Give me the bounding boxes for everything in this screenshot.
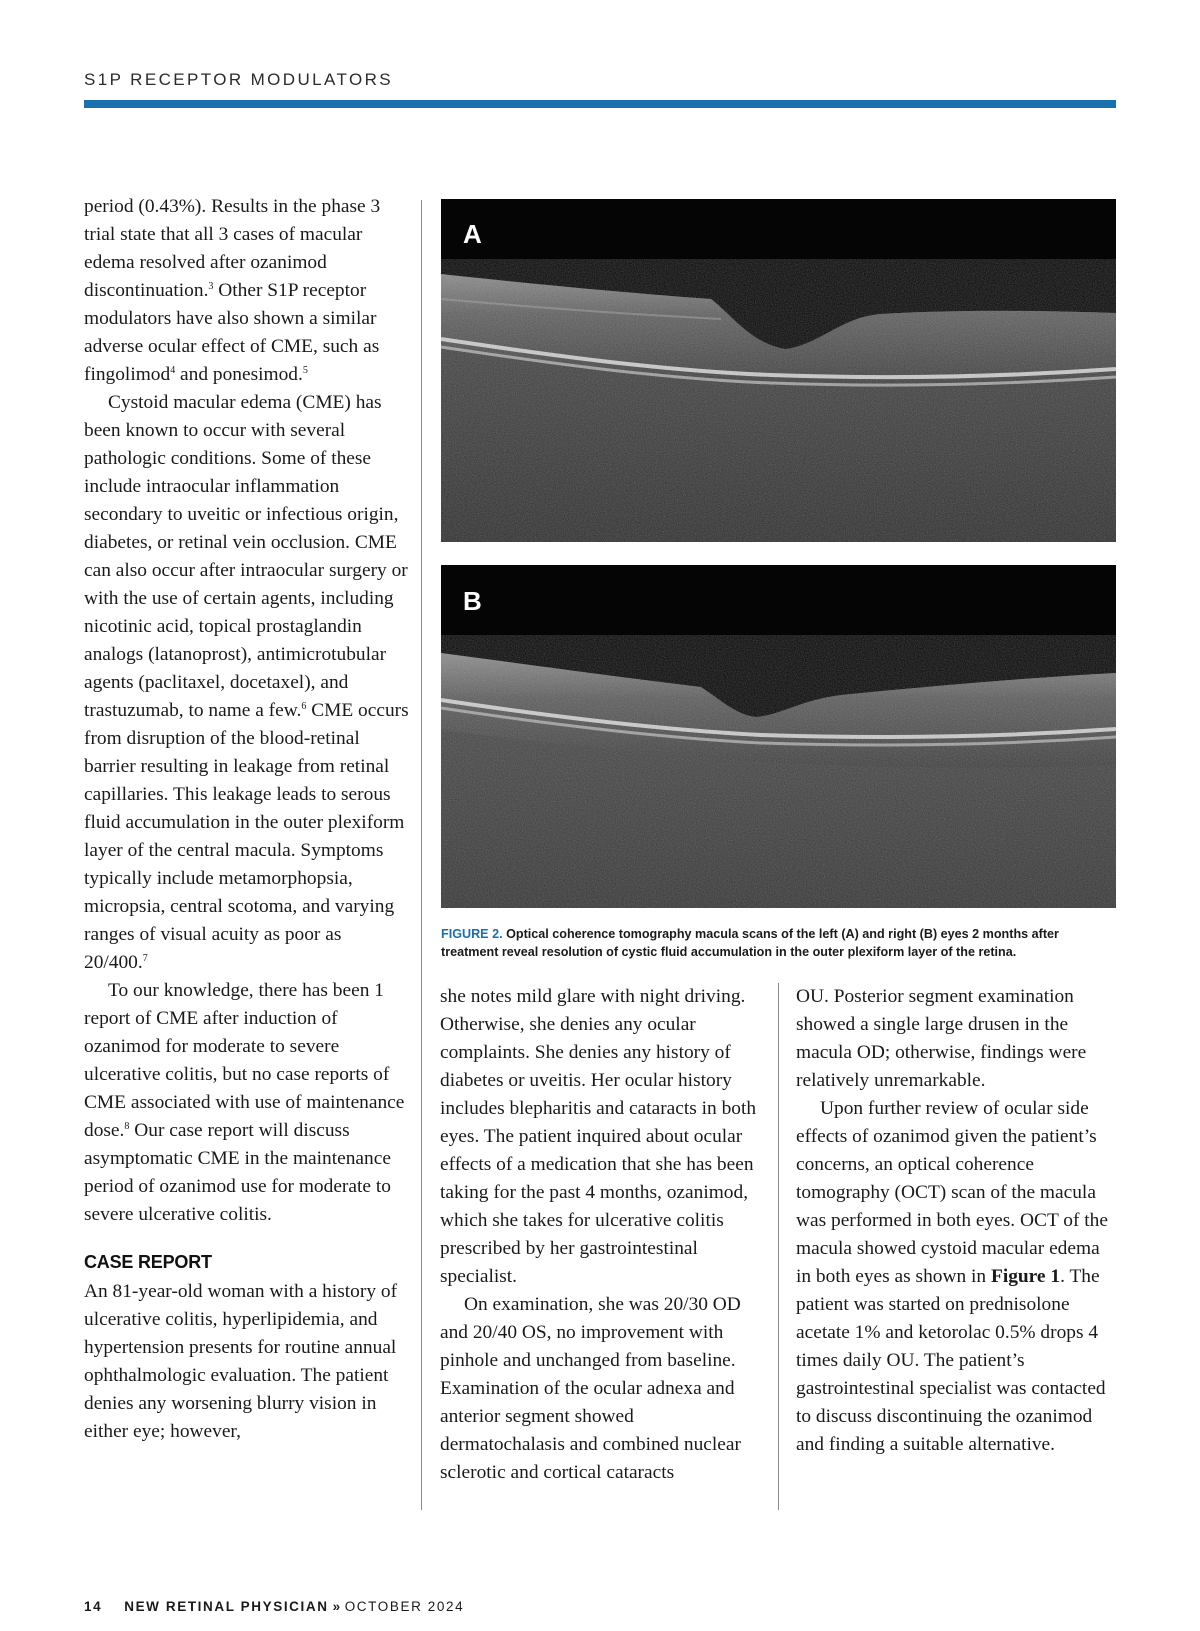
text-run: . The patient was started on prednisolone acetate 1% and ketorolac 0.5% drops 4 times daily OU. The patient’s gastrointestinal specialist was contacted to discuss discontinuing the ozanimod and finding a suitable alternative. (796, 1266, 1106, 1455)
running-head: S1P RECEPTOR MODULATORS (84, 70, 394, 89)
oct-scan-panel-b (441, 565, 1116, 908)
paragraph (796, 1095, 1116, 1459)
issue-date: OCTOBER 2024 (344, 1599, 465, 1614)
oct-scan-panel-a (441, 199, 1116, 542)
paragraph (84, 193, 409, 389)
citation-superscript: 6 (301, 701, 307, 712)
figure-reference: Figure 1 (990, 1266, 1061, 1287)
paragraph: she notes mild glare with night driving. Otherwise, she denies any ocular complaints. She denies any history of diabetes or uveitis. Her ocular history includes blepharitis and cataracts in both eyes. The patient inquired about ocular effects of a medication that she has been taking for the past 4 months, ozanimod, which she takes for ulcerative colitis prescribed by her gastrointestinal specialist. (440, 986, 757, 1287)
page-number: 14 (84, 1599, 103, 1614)
citation-superscript: 3 (208, 281, 214, 292)
text-run: Upon further review of ocular side effects of ozanimod given the patient’s concerns, an optical coherence tomography (OCT) scan of the macula was performed in both eyes. OCT of the macula showed cystoid macular edema in both eyes as shown in (796, 1098, 1108, 1287)
text-run: Other S1P receptor modulators have also shown a similar adverse ocular effect of CME, such as fingolimod (84, 280, 380, 385)
left-column (84, 193, 409, 1446)
figure-caption (441, 925, 1116, 961)
text-run: period (0.43%). Results in the phase 3 trial state that all 3 cases of macular edema resolved after ozanimod discontinuation. (84, 196, 381, 301)
text-run: Cystoid macular edema (CME) has been known to occur with several pathologic conditions. Some of these include intraocular inflammation secondary to uveitic or infectious origin, diabetes, or retinal vein occlusion. CME can also occur after intraocular surgery or with the use of certain agents, including nicotinic acid, topical prostaglandin analogs (latanoprost), antimicrotubular agents (paclitaxel, docetaxel), and trastuzumab, to name a few. (84, 392, 408, 721)
text-run: Our case report will discuss asymptomatic CME in the maintenance period of ozanimod use for moderate to severe ulcerative colitis. (84, 1120, 391, 1225)
column-divider (778, 983, 779, 1510)
right-column (796, 983, 1116, 1459)
middle-column (440, 983, 760, 1487)
figure-label: FIGURE 2. (441, 927, 503, 941)
text-run: and ponesimod. (175, 364, 303, 385)
text-run: CME occurs from disruption of the blood-retinal barrier resulting in leakage from retinal capillaries. This leakage leads to serous fluid accumulation in the outer plexiform layer of the central macula. Symptoms typically include metamorphopsia, micropsia, central scotoma, and varying ranges of visual acuity as poor as 20/400. (84, 700, 409, 973)
section-heading: CASE REPORT (84, 1252, 212, 1272)
panel-b-label: B (463, 586, 482, 616)
paragraph: OU. Posterior segment examination showed a single large drusen in the macula OD; otherwise, findings were relatively unremarkable. (796, 986, 1087, 1091)
paragraph: An 81-year-old woman with a history of ulcerative colitis, hyperlipidemia, and hypertension presents for routine annual ophthalmologic evaluation. The patient denies any worsening blurry vision in either eye; however, (84, 1281, 398, 1442)
citation-superscript: 8 (124, 1121, 130, 1132)
paragraph (84, 977, 409, 1229)
footer-separator: » (332, 1599, 342, 1614)
caption-text: Optical coherence tomography macula scans of the left (A) and right (B) eyes 2 months after treatment reveal resolution of cystic fluid accumulation in the outer plexiform layer of the retina. (441, 927, 1059, 959)
paragraph (84, 389, 409, 977)
citation-superscript: 7 (142, 953, 148, 964)
panel-a-label: A (463, 219, 482, 249)
page-footer (84, 1599, 464, 1614)
publication-name: NEW RETINAL PHYSICIAN (124, 1599, 329, 1614)
text-run: To our knowledge, there has been 1 report of CME after induction of ozanimod for moderate to severe ulcerative colitis, but no case reports of CME associated with use of maintenance dose. (84, 980, 405, 1141)
column-divider (421, 200, 422, 1510)
citation-superscript: 4 (170, 365, 176, 376)
paragraph: On examination, she was 20/30 OD and 20/40 OS, no improvement with pinhole and unchanged from baseline. Examination of the ocular adnexa and anterior segment showed dermatochalasis and combined nuclear sclerotic and cortical cataracts (440, 1294, 741, 1483)
citation-superscript: 5 (302, 365, 308, 376)
header-rule (84, 100, 1116, 108)
